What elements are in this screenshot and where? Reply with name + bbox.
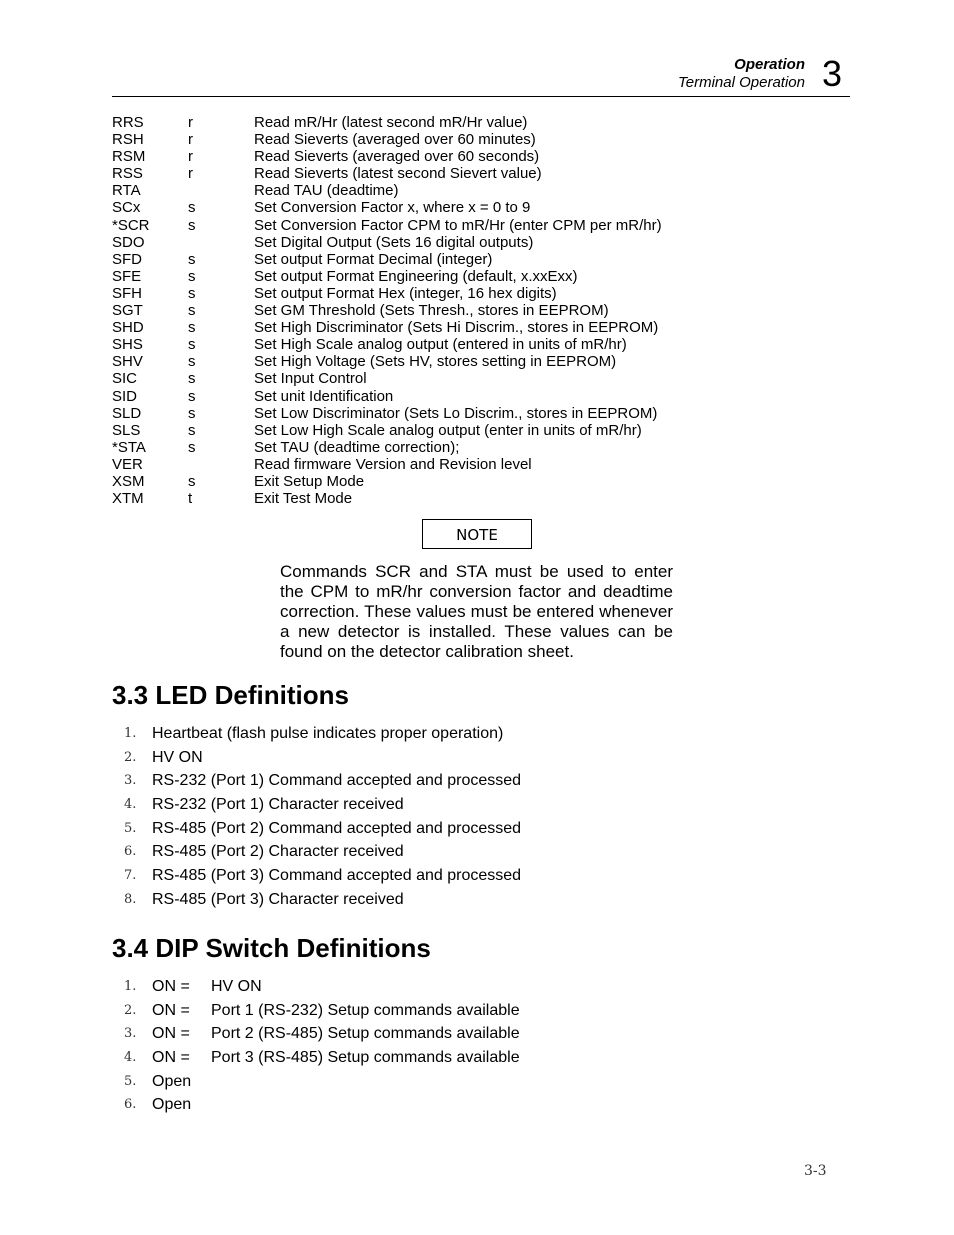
command-mode: s: [188, 404, 196, 422]
chapter-number: 3: [821, 53, 842, 94]
command-row: [112, 114, 662, 131]
command-description: Set Conversion Factor CPM to mR/Hr (enter CPM per mR/hr): [254, 216, 662, 234]
command-row: [112, 422, 662, 439]
command-mode: s: [188, 319, 196, 337]
item-text: HV ON: [152, 748, 203, 766]
command-description: Set Conversion Factor x, where x = 0 to 9: [254, 199, 531, 217]
command-description: Read mR/Hr (latest second mR/Hr value): [254, 114, 528, 131]
command-mode: s: [188, 250, 196, 268]
command-description: Set TAU (deadtime correction);: [254, 438, 460, 456]
item-text: RS-485 (Port 3) Character received: [152, 890, 404, 908]
item-number: 1.: [124, 979, 137, 994]
command-mode: s: [188, 472, 196, 490]
command-row: [112, 182, 662, 199]
command-mode: r: [188, 114, 193, 131]
item-number: 7.: [124, 868, 137, 884]
command-row: [112, 148, 662, 165]
command-mode: s: [188, 302, 196, 320]
dip-section-title: 3.4 DIP Switch Definitions: [112, 933, 431, 963]
page-number: 3-3: [804, 1163, 827, 1179]
command-mode: s: [188, 387, 196, 405]
item-number: 3.: [124, 773, 137, 789]
item-text: RS-485 (Port 2) Character received: [152, 843, 404, 861]
command-row: [112, 165, 662, 182]
item-number: 3.: [124, 1026, 137, 1042]
command-description: Set High Scale analog output (entered in units of mR/hr): [254, 336, 627, 354]
note-label: NOTE: [422, 519, 532, 549]
command-mode: s: [188, 336, 196, 354]
switch-state: ON =: [152, 1025, 190, 1043]
command-mode: s: [188, 199, 196, 217]
command-row: [112, 388, 662, 405]
command-table: [112, 114, 662, 507]
switch-description: Port 2 (RS-485) Setup commands available: [211, 1025, 520, 1043]
command-description: Read Sieverts (latest second Sievert value): [254, 165, 542, 183]
command-description: Set output Format Decimal (integer): [254, 250, 493, 268]
command-code: SIC: [112, 370, 138, 388]
command-mode: [188, 182, 254, 199]
command-code: SGT: [112, 302, 143, 320]
command-description: Set Input Control: [254, 370, 367, 388]
item-number: 1.: [124, 726, 137, 741]
item-text: RS-485 (Port 3) Command accepted and processed: [152, 867, 522, 885]
header-title: Operation: [734, 56, 805, 73]
command-row: [112, 473, 662, 490]
led-section-title: 3.3 LED Definitions: [112, 680, 349, 710]
command-description: Read TAU (deadtime): [254, 182, 399, 200]
command-code: RTA: [112, 182, 141, 200]
command-row: [112, 234, 662, 251]
command-row: [112, 285, 662, 302]
command-row: [112, 251, 662, 268]
command-row: [112, 456, 662, 473]
item-text: RS-485 (Port 2) Command accepted and processed: [152, 819, 522, 837]
command-mode: s: [188, 353, 196, 371]
command-mode: [188, 456, 254, 473]
switch-description: Port 3 (RS-485) Setup commands available: [211, 1049, 520, 1067]
command-code: SCx: [112, 199, 141, 217]
command-code: SHD: [112, 319, 144, 337]
switch-state: Open: [152, 1072, 192, 1090]
command-row: [112, 370, 662, 387]
command-code: VER: [112, 455, 143, 473]
switch-description: Port 1 (RS-232) Setup commands available: [211, 1001, 520, 1019]
note-text: Commands SCR and STA must be used to enter the CPM to mR/hr conversion factor and deadtime correction. These values must be entered whenever a new detector is installed. These values can be found on the detector calibration sheet.: [280, 562, 673, 661]
command-mode: s: [188, 421, 196, 439]
command-row: [112, 353, 662, 370]
item-text: RS-232 (Port 1) Character received: [152, 796, 404, 814]
command-description: Exit Test Mode: [254, 490, 353, 508]
command-code: RSM: [112, 148, 146, 166]
item-number: 5.: [124, 1073, 137, 1089]
command-code: SLD: [112, 404, 142, 422]
command-row: [112, 131, 662, 148]
item-text: RS-232 (Port 1) Command accepted and processed: [152, 772, 522, 790]
item-number: 4.: [124, 797, 137, 813]
command-description: Set GM Threshold (Sets Thresh., stores in EEPROM): [254, 302, 609, 320]
command-description: Set Digital Output (Sets 16 digital outputs): [254, 233, 534, 251]
command-description: Set output Format Hex (integer, 16 hex digits): [254, 284, 557, 302]
command-code: SLS: [112, 421, 141, 439]
command-code: RSS: [112, 165, 143, 183]
switch-state: ON =: [152, 1001, 190, 1019]
command-row: [112, 217, 662, 234]
command-mode: s: [188, 284, 196, 302]
switch-state: ON =: [152, 1049, 190, 1067]
command-code: XSM: [112, 472, 145, 490]
command-row: [112, 268, 662, 285]
command-description: Read firmware Version and Revision level: [254, 455, 532, 473]
command-code: SHS: [112, 336, 143, 354]
item-text: Heartbeat (flash pulse indicates proper operation): [152, 725, 504, 742]
command-description: Set unit Identification: [254, 387, 394, 405]
command-code: *SCR: [112, 216, 150, 234]
header-subtitle: Terminal Operation: [677, 74, 805, 91]
command-mode: s: [188, 216, 196, 234]
command-row: [112, 405, 662, 422]
command-code: SFH: [112, 284, 142, 302]
command-row: [112, 490, 662, 507]
command-description: Read Sieverts (averaged over 60 seconds): [254, 148, 540, 166]
item-number: 2.: [124, 749, 137, 765]
command-mode: r: [188, 131, 193, 149]
command-code: SFE: [112, 267, 142, 285]
command-mode: r: [188, 148, 193, 166]
command-mode: s: [188, 267, 196, 285]
command-description: Set output Format Engineering (default, x.xxExx): [254, 267, 578, 285]
command-description: Set Low Discriminator (Sets Lo Discrim., stores in EEPROM): [254, 404, 658, 422]
item-number: 5.: [124, 820, 137, 836]
command-code: RRS: [112, 114, 144, 131]
command-row: [112, 319, 662, 336]
page-header: [112, 54, 850, 97]
item-number: 6.: [124, 844, 137, 860]
command-code: SDO: [112, 233, 145, 251]
command-code: SID: [112, 387, 138, 405]
command-mode: t: [188, 490, 193, 508]
switch-description: HV ON: [211, 978, 262, 995]
item-number: 6.: [124, 1097, 137, 1113]
switch-state: ON =: [152, 978, 190, 995]
command-mode: r: [188, 165, 193, 183]
command-description: Set Low High Scale analog output (enter in units of mR/hr): [254, 421, 642, 439]
command-code: *STA: [112, 438, 146, 456]
command-code: RSH: [112, 131, 144, 149]
command-description: Exit Setup Mode: [254, 472, 365, 490]
switch-state: Open: [152, 1096, 192, 1114]
command-mode: s: [188, 370, 196, 388]
item-number: 2.: [124, 1002, 137, 1018]
command-row: [112, 439, 662, 456]
command-row: [112, 336, 662, 353]
command-mode: [188, 234, 254, 251]
command-description: Read Sieverts (averaged over 60 minutes): [254, 131, 536, 149]
command-code: SHV: [112, 353, 143, 371]
command-mode: s: [188, 438, 196, 456]
command-code: SFD: [112, 250, 142, 268]
command-description: Set High Voltage (Sets HV, stores setting in EEPROM): [254, 353, 617, 371]
command-row: [112, 302, 662, 319]
command-description: Set High Discriminator (Sets Hi Discrim., stores in EEPROM): [254, 319, 659, 337]
command-code: XTM: [112, 490, 144, 508]
item-number: 4.: [124, 1050, 137, 1066]
item-number: 8.: [124, 891, 137, 907]
command-row: [112, 199, 662, 216]
